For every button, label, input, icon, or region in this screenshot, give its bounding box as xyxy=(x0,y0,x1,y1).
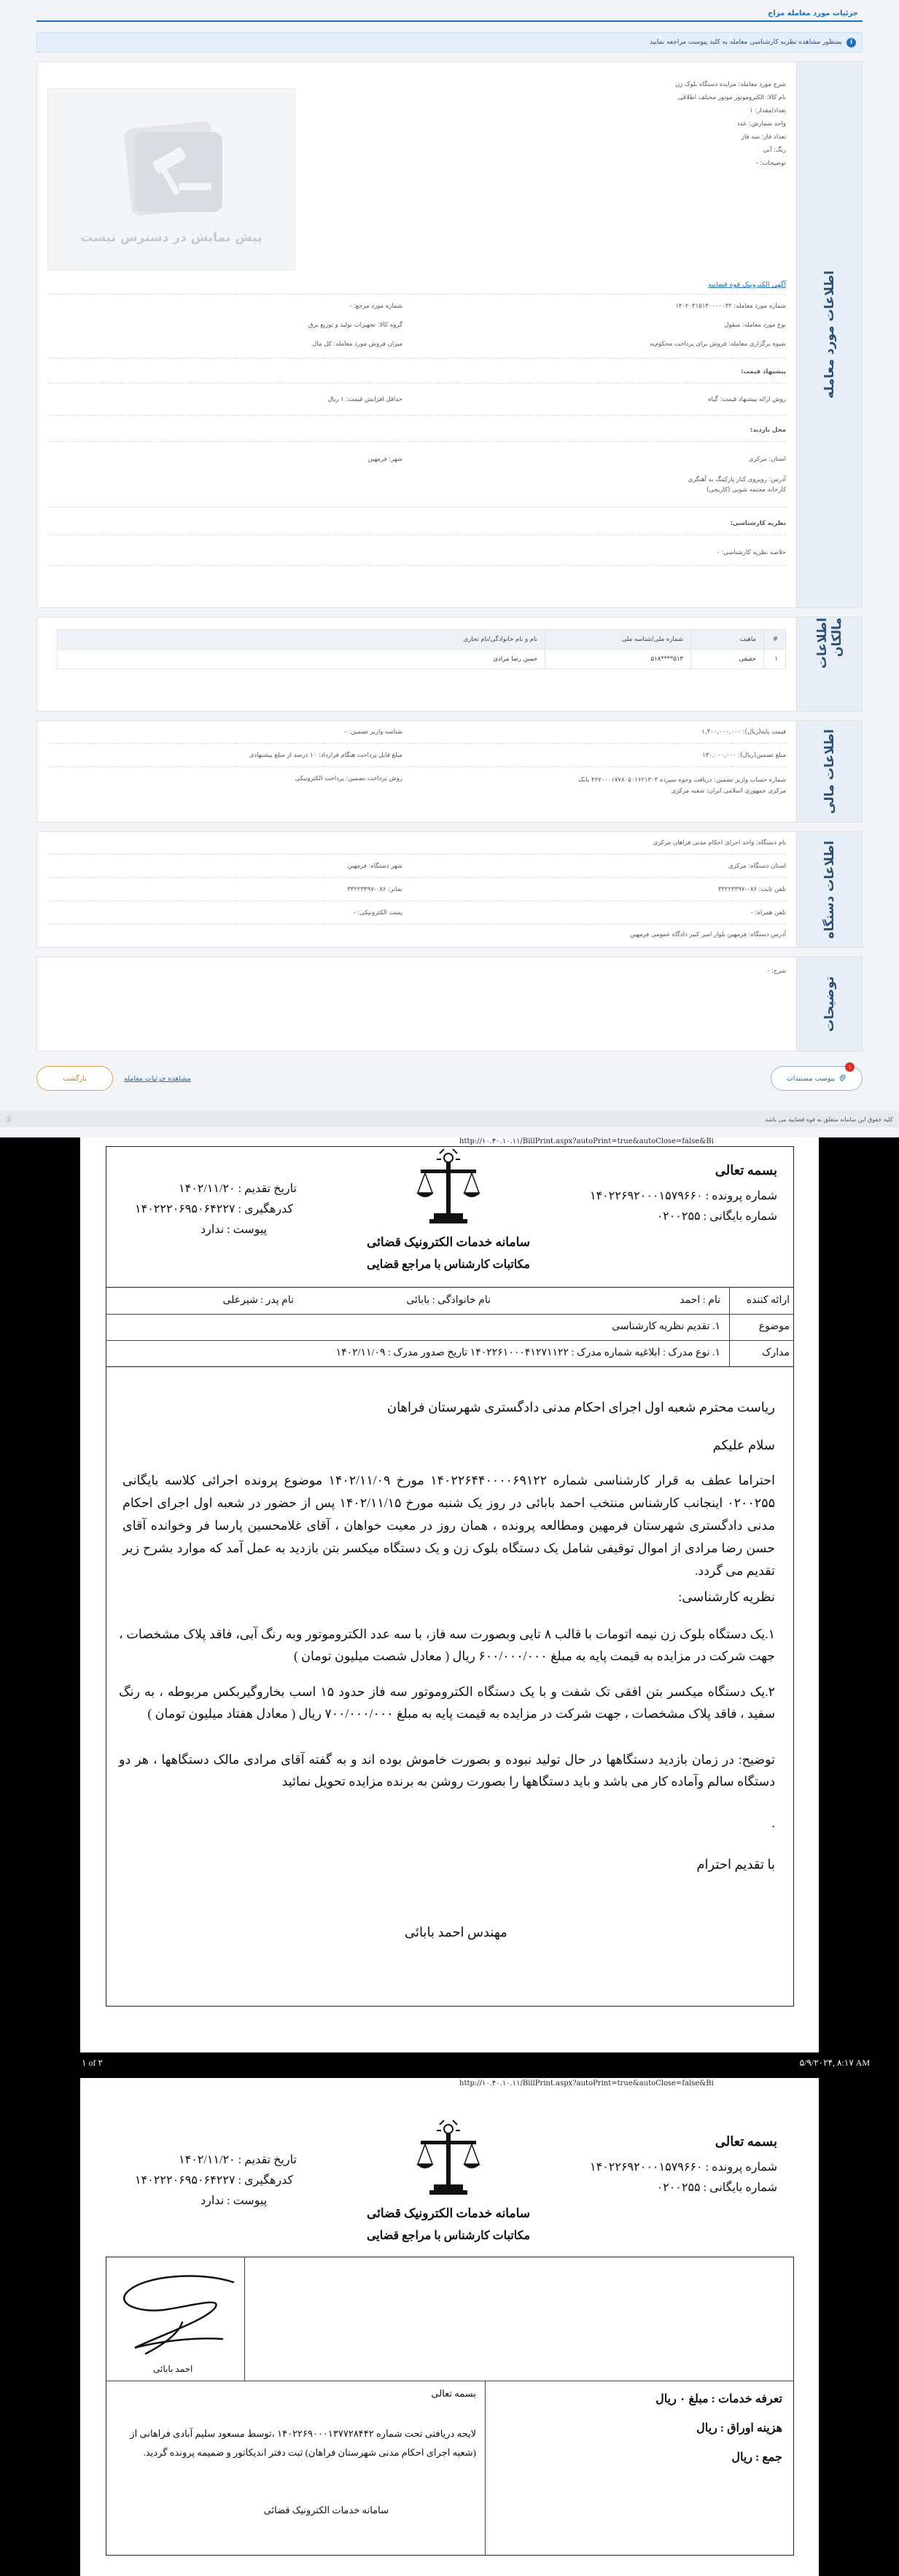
notes-text: شرح: - xyxy=(767,968,786,975)
table-cell: ۵۱۳****۵۱۸ xyxy=(545,650,691,669)
divider xyxy=(47,358,786,359)
owners-tab xyxy=(796,618,862,711)
divider xyxy=(47,383,786,384)
row-divider xyxy=(106,1340,794,1341)
divider xyxy=(47,565,786,566)
deal-tab xyxy=(796,62,862,607)
province: استان: مرکزی xyxy=(748,456,786,463)
divider xyxy=(47,415,786,416)
signature-name: احمد بابائی xyxy=(153,2364,193,2374)
handwritten-signature xyxy=(113,2268,241,2362)
guarantee-account: شماره حساب واریز تضمین: دریافت وجوه سپرده ۴۲۷۰۰۰۱۷۷۸۰۵۰۱۶۲۱۳۰۳ بانک مرکزی جمهوری اسلامی ایران: شعبه مرکزی xyxy=(578,777,786,795)
divider xyxy=(47,294,786,295)
print-time: ۵/۹/۲۰۲۴, ۸:۱۷ AM xyxy=(799,2058,870,2068)
notes-tab-label: توضیحات xyxy=(822,976,837,1032)
footer-info-icon[interactable]: ⓘ xyxy=(6,1116,12,1123)
deal-method: شیوه برگزاری معامله: فروش برای پرداخت محکوم‌به xyxy=(649,341,786,348)
col-header: # xyxy=(764,630,786,650)
goods-group: گروه کالا: تجهیزات تولید و توزیع برق xyxy=(308,322,402,329)
table-cell: حقیقی xyxy=(691,650,764,669)
deal-no: شماره مورد معامله: ۱۴۰۲۰۳۱۵۱۳۰۰۰۰۰۳۲ xyxy=(675,303,786,310)
case-no: شماره پرونده : ۱۴۰۲۲۶۹۲۰۰۰۱۵۷۹۶۶۰ xyxy=(589,2161,777,2174)
print-page-2 xyxy=(0,2078,899,2576)
gavel-placeholder-icon xyxy=(109,114,233,223)
opinion-item-2: ۲.یک دستگاه میکسر بتن افقی تک شفت و با یک دستگاه الکتروموتور سه فاز حدود ۱۵ اسب بخاروگیربکس مربوطه ، به رنگ سفید ، فاقد پلاک مشخصات ، جهت شرکت در مزایده به قیمت پایه به مبلغ ۷۰۰/۰۰۰/۰۰۰ ریال ( معادل هفتاد میلیون تومان ) xyxy=(119,1684,775,1721)
divider xyxy=(47,854,786,855)
desc-line: تعداد/مقدار: ۱ xyxy=(750,107,786,114)
stamp-text: لایحه دریافتی تحت شماره ۱۴۰۲۲۶۹۰۰۰۱۳۷۷۲۸۴۴۲ ،توسط مسعود سلیم آبادی فراهانی از (شعبه اجرای احکام مدنی شهرستان فراهان) ثبت دفتر اندیکاتور و ضمیمه پرونده گردید. xyxy=(130,2428,476,2458)
city: شهر: فرمهین xyxy=(367,456,402,463)
footer xyxy=(0,1111,899,1127)
owners-tab-label: اطلاعات مالکان xyxy=(814,618,844,669)
desc-line: نام کالا: الکتروموتور موتور مختلف اطلاقی xyxy=(677,94,786,101)
print-margin-right xyxy=(819,2078,899,2576)
offer-method: روش ارائه پیشنهاد قیمت: گیاه xyxy=(708,396,786,403)
guarantee-amount: مبلغ تضمین(ریال): ۱۳۰,۰۰۰,۰۰۰ xyxy=(702,752,786,759)
table-cell: ۱ xyxy=(764,650,786,669)
org-title: سامانه خدمات الکترونیک قضائی xyxy=(366,2206,531,2220)
payment-method: روش پرداخت تضمین: پرداخت الکترونیکی xyxy=(295,775,402,782)
tracking-code: کدرهگیری : ۱۴۰۲۲۲۰۶۹۵۰۶۴۲۲۷ xyxy=(135,1203,294,1215)
case-no: شماره پرونده : ۱۴۰۲۲۶۹۲۰۰۰۱۵۷۹۶۶۰ xyxy=(589,1190,777,1202)
print-url: http://۱۰.۴۰.۱۰.۱۱/BillPrint.aspx?autoPrint=true&autoClose=false&Bi xyxy=(459,1137,714,1145)
presenter-father: نام پدر : شیرعلی xyxy=(222,1295,294,1306)
attachment: پیوست : ندارد xyxy=(201,2195,268,2207)
info-banner xyxy=(36,32,863,52)
back-button[interactable]: بازگشت xyxy=(36,1066,113,1091)
payment-on-winning: مبلغ قابل پرداخت هنگام قرارداد: ۱۰ درصد از مبلغ پیشنهادی xyxy=(249,752,402,759)
fee-papers: هزینه اوراق : ریال xyxy=(696,2422,782,2435)
page-title: جزئیات مورد معامله مزاج xyxy=(768,9,858,17)
besmellah: بسمه تعالی xyxy=(715,1163,777,1178)
org-phone: تلفن ثابت: ۰۸۶-۳۳۲۲۳۳۹۷ xyxy=(717,886,786,893)
table-cell: حسن رضا مرادی xyxy=(58,650,545,669)
org-subtitle: مکاتبات کارشناس با مراجع قضایی xyxy=(366,1258,531,1271)
footer-copyright: کلیه حقوق این سامانه متعلق به قوه قضاییه می باشد xyxy=(765,1116,893,1123)
stamp-footer: سامانه خدمات الکترونیک قضائی xyxy=(263,2505,389,2515)
col-header: شماره ملی/شناسه ملی xyxy=(545,630,691,650)
visit-note: توضیح: در زمان بازدید دستگاهها در حال تولید نبوده و بصورت خاموش بوده اند و به گفته آقای مرادی مالک دستگاهها ، هر دو دستگاه سالم وآماده کار می باشد و باید دستگاهها را بصورت روشن به برنده مزایده تحویل نمائید xyxy=(119,1752,775,1789)
closing: با تقدیم احترام xyxy=(696,1857,775,1872)
greeting-2: سلام علیکم xyxy=(712,1438,775,1452)
presenter-family: نام خانوادگی : بابائی xyxy=(406,1295,491,1306)
letter-paragraph: احتراما عطف به قرار کارشناسی شماره ۱۴۰۲۲۶۴۴۰۰۰۰۶۹۱۲۲ مورخ ۱۴۰۲/۱۱/۰۹ موضوع پرونده اجرائی کلاسه بایگانی ۰۲۰۰۲۵۵ اینجانب کارشناس منتخب احمد بابائی در روز یک شنبه مورخ ۱۴۰۲/۱۱/۱۵ پس از حضور در شعبه اول اجرای احکام مدنی دادگستری شهرستان فرمهین ومطالعه پرونده ، همان روز در معیت خواهان ، آقای غلامحسین پارسا فر وخوانده آقای حسن رضا مرادی از اموال توقیفی شامل یک دستگاه بلوک زن و یک دستگاه میکسر بتن بازدید به عمل آمد که موارد بشرح زیر تقدیم می گردد. xyxy=(122,1473,775,1578)
tracking-code: کدرهگیری : ۱۴۰۲۲۲۰۶۹۵۰۶۴۲۲۷ xyxy=(135,2174,294,2187)
fee-services: تعرفه خدمات : مبلغ ۰ ریال xyxy=(655,2393,782,2405)
row-divider xyxy=(106,1314,794,1315)
col-divider xyxy=(729,1287,730,1367)
divider xyxy=(47,766,786,767)
location-title: محل بازدید: xyxy=(750,427,786,434)
desc-line: شرح مورد معامله: مزایده دستگاه بلوک زن xyxy=(675,81,786,88)
org-name: نام دستگاه: واحد اجرای احکام مدنی فراهان مرکزی xyxy=(653,839,786,847)
placeholder-text: پیش نمایش در دسترس نیست xyxy=(80,230,262,245)
ref-no: شماره مورد مرجع: - xyxy=(349,303,402,310)
page-header xyxy=(36,6,863,22)
attachments-badge: ۱ xyxy=(845,1062,855,1072)
print-margin-left xyxy=(0,1137,80,2078)
print-margin-right xyxy=(819,1137,899,2078)
base-price: قیمت پایه(ریال): ۱,۳۰۰,۰۰۰,۰۰۰ xyxy=(701,728,786,736)
deal-section xyxy=(36,61,863,608)
divider xyxy=(47,924,786,925)
col-header: ماهیت xyxy=(691,630,764,650)
divider xyxy=(47,900,786,901)
col-header: نام و نام خانوادگی/نام تجاری xyxy=(58,630,545,650)
web-page xyxy=(0,0,899,1137)
address: آدرس: روبروی کنار پارکینگ به آهنگری کارخانه مجتمه شوبی (کاریجی) xyxy=(688,476,786,494)
dot: . xyxy=(771,1816,775,1830)
print-url: http://۱۰.۴۰.۱۰.۱۱/BillPrint.aspx?autoPrint=true&autoClose=false&Bi xyxy=(459,2079,714,2087)
archive-no: شماره بایگانی : ۰۲۰۰۲۵۵ xyxy=(656,2182,777,2194)
owners-table xyxy=(57,629,786,669)
divider xyxy=(47,534,786,535)
scales-of-justice-icon xyxy=(412,2119,485,2199)
table-row xyxy=(58,650,786,669)
device-tab xyxy=(796,832,862,947)
page-number: ۱ of ۲ xyxy=(82,2058,103,2068)
besmellah: بسمه تعالی xyxy=(715,2134,777,2149)
col-divider xyxy=(244,2257,245,2381)
greeting-1: ریاست محترم شعبه اول اجرای احکام مدنی دادگستری شهرستان فراهان xyxy=(386,1400,775,1415)
org-email: پست الکترونیکی: - xyxy=(353,909,402,917)
opinion-item-1: ۱.یک دستگاه بلوک زن نیمه اتومات با قالب ۸ تایی وبصورت سه فاز، با سه عدد الکتروموتور وبه رنگ آبی، فاقد پلاک مشخصات ، جهت شرکت در مزایده به قیمت پایه به مبلغ ۶۰۰/۰۰۰/۰۰۰ ریال ( معادل شصت میلیون تومان ) xyxy=(119,1627,775,1663)
desc-line: رنگ: آبی xyxy=(763,147,786,154)
ad-link[interactable]: آگهی الکترونیک قوه قضاییه xyxy=(708,281,786,289)
divider xyxy=(47,877,786,878)
increase-step: حداقل افزایش قیمت: ۱ ریال xyxy=(327,396,402,403)
desc-line: تعداد فاز: سه فاز xyxy=(741,133,786,141)
financial-tab-label: اطلاعات مالی xyxy=(822,728,837,814)
image-placeholder xyxy=(47,88,295,271)
notes-section xyxy=(36,957,863,1051)
submit-date: تاریخ تقدیم : ۱۴۰۲/۱۱/۲۰ xyxy=(179,1183,297,1195)
divider xyxy=(47,743,786,744)
attachment: پیوست : ندارد xyxy=(201,1223,268,1236)
owners-section xyxy=(36,617,863,712)
device-section xyxy=(36,831,863,948)
print-margin-left xyxy=(0,2078,80,2576)
expert-title: نظریه کارشناسی: xyxy=(730,520,786,527)
notes-tab xyxy=(796,957,862,1051)
attachments-label: پیوست مستندات xyxy=(786,1074,836,1083)
details-link[interactable]: مشاهده جزئیات معامله xyxy=(124,1075,191,1083)
opinion-title: نظریه کارشناسی: xyxy=(678,1589,775,1604)
stamp-title: بسمه تعالی xyxy=(431,2388,476,2399)
financial-tab xyxy=(796,721,862,822)
presenter-name: نام : احمد xyxy=(680,1295,720,1306)
signer: مهندس احمد بابائی xyxy=(405,1925,507,1939)
org-subtitle: مکاتبات کارشناس با مراجع قضایی xyxy=(366,2230,531,2242)
docs-label: مدارک xyxy=(761,1347,790,1358)
presenter-label: ارائه کننده xyxy=(746,1295,790,1306)
archive-no: شماره بایگانی : ۰۲۰۰۲۵۵ xyxy=(656,1210,777,1223)
expert-summary: خلاصه نظریه کارشناسی: - xyxy=(717,549,786,556)
table-header-row xyxy=(58,630,786,650)
desc-line: واحد شمارش: عدد xyxy=(737,120,786,128)
deal-type: نوع مورد معامله: منقول xyxy=(724,322,786,329)
offers-title: پیشنهاد قیمت: xyxy=(740,368,786,375)
deal-tab-label: اطلاعات مورد معامله xyxy=(822,271,837,399)
org-fax: نمابر: ۰۸۶-۳۳۲۲۳۳۹۷ xyxy=(347,886,402,893)
page-gap xyxy=(0,2052,899,2078)
desc-line: توضیحات: - xyxy=(755,160,786,167)
info-icon: i xyxy=(847,38,856,47)
banner-text: بمنظور مشاهده نظریه کارشناسی معامله به کلید پیوست مراجعه نمایید xyxy=(649,39,842,46)
org-city: شهر دستگاه: فرمهین xyxy=(347,863,402,870)
financial-section xyxy=(36,720,863,822)
org-province: استان دستگاه: مرکزی xyxy=(728,863,786,870)
docs-value: ۱. نوع مدرک : ابلاغیه شماره مدرک : ۱۴۰۲۲۶۱۰۰۰۴۱۲۷۱۱۲۲ تاریخ صدور مدرک : ۱۴۰۲/۱۱/۰۹ xyxy=(335,1347,720,1358)
device-tab-label: اطلاعات دستگاه xyxy=(822,840,837,939)
fee-total: جمع : ریال xyxy=(731,2451,782,2464)
org-mobile: تلفن همراه: - xyxy=(750,909,786,917)
paperclip-icon xyxy=(838,1075,847,1083)
org-title: سامانه خدمات الکترونیک قضائی xyxy=(366,1235,531,1249)
col-divider xyxy=(485,2381,486,2556)
attachments-button[interactable] xyxy=(771,1066,863,1091)
subject-label: موضوع xyxy=(758,1321,790,1332)
submit-date: تاریخ تقدیم : ۱۴۰۲/۱۱/۲۰ xyxy=(179,2154,297,2166)
print-page-1 xyxy=(0,1137,899,2078)
subject-value: ۱. تقدیم نظریه کارشناسی xyxy=(612,1321,720,1332)
guarantee-id: شناسه واریز تضمین: - xyxy=(344,728,402,736)
scales-of-justice-icon xyxy=(412,1148,485,1228)
sale-amount: میزان فروش مورد معامله: کل مال xyxy=(312,341,402,348)
org-address: آدرس دستگاه: فرمهین بلوار امیر کبیر دادگاه عمومی فرمهین xyxy=(630,931,786,938)
divider xyxy=(47,441,786,442)
